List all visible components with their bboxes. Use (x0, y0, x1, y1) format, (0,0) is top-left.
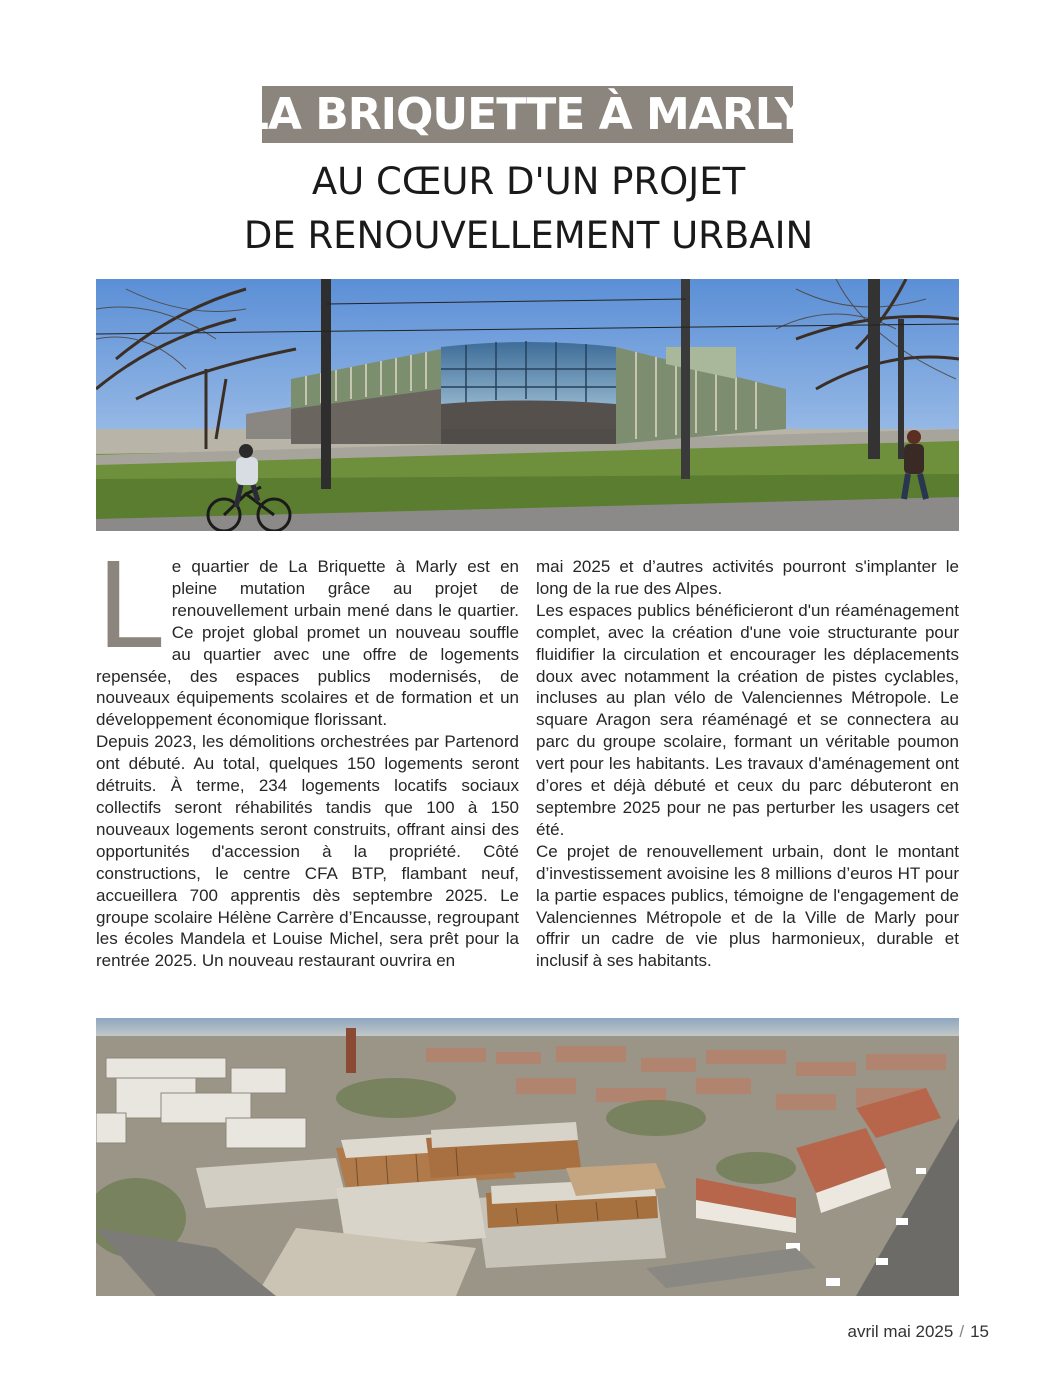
article-paragraph: mai 2025 et d’autres activités pourront s'implanter le long de la rue des Alpes. (536, 557, 959, 598)
footer-separator: / (959, 1322, 965, 1341)
modern-building-photo (96, 279, 959, 531)
aerial-school-photo (96, 1018, 959, 1296)
article-paragraph: Ce projet de renouvellement urbain, dont le montant d’investissement avoisine les 8 millions d’euros HT pour la partie espaces publics, témoigne de l'engagement de Valenciennes Métropole et de la Ville de Marly pour offrir un cadre de vie plus harmonieux, durable et inclusif à ses habitants. (536, 841, 959, 971)
article-column-left (96, 537, 519, 972)
subtitle-line-1: AU CŒUR D'UN PROJET (311, 160, 746, 203)
dropcap: L (96, 537, 162, 675)
article-column-right (536, 556, 959, 972)
article-paragraph: Depuis 2023, les démolitions orchestrées par Partenord ont débuté. Au total, quelques 150 logements seront détruits. À terme, 234 logements locatifs sociaux collectifs seront réhabilités tandis que 100 à 150 nouveaux logements seront construits, offrant ainsi des opportunités d'accession à la propriété. Côté constructions, le centre CFA BTP, flambant neuf, accueillera 700 apprentis dès septembre 2025. Le groupe scolaire Hélène Carrère d’Encausse, regroupant les écoles Mandela et Louise Michel, sera prêt pour la rentrée 2025. Un nouveau restaurant ouvrira en (96, 732, 519, 971)
page-number: 15 (970, 1322, 989, 1341)
article-paragraph: e quartier de La Briquette à Marly est en pleine mutation grâce au projet de renouvellement urbain mené dans le quartier. Ce projet global promet un nouveau souffle au quartier avec une offre de logements repensée, des espaces publics modernisés, de nouveaux équipements scolaires et de formation et un développement économique florissant. (96, 557, 519, 730)
subtitle-line-2: DE RENOUVELLEMENT URBAIN (243, 214, 814, 257)
article-paragraph: Les espaces publics bénéficieront d'un réaménagement complet, avec la création d'une voie structurante pour fluidifier la circulation et encourager les déplacements doux avec notamment la création de pistes cyclables, incluses au plan vélo de Valenciennes Métropole. Le square Aragon sera réaménagé et se connectera au parc du groupe scolaire, formant un véritable poumon vert pour les habitants. Les travaux d'aménagement ont d’ores et déjà débuté et ceux du parc débuteront en septembre 2025 pour ne pas perturber les usagers cet été. (536, 600, 959, 839)
title-banner-text: LA BRIQUETTE À MARLY, (240, 89, 815, 140)
title-banner (240, 86, 815, 143)
issue-date: avril mai 2025 (847, 1322, 954, 1341)
page-footer (848, 1322, 989, 1342)
